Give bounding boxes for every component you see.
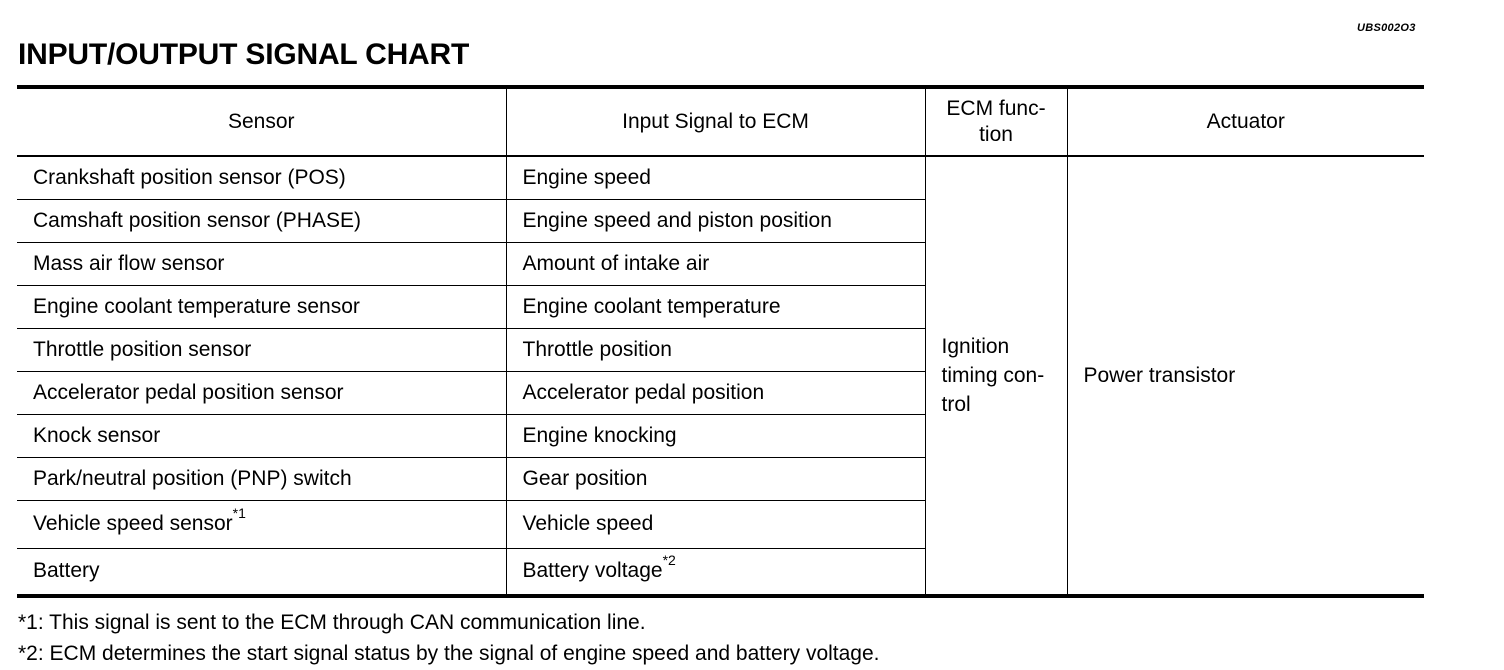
input-signal-cell: Amount of intake air xyxy=(506,242,925,285)
input-signal-cell: Gear position xyxy=(506,457,925,500)
ecm-function-cell: Ignition timing con- trol xyxy=(925,156,1067,596)
input-signal-text: Battery voltage xyxy=(522,559,663,583)
reference-code: UBS002O3 xyxy=(1357,22,1416,34)
input-signal-cell: Throttle position xyxy=(506,328,925,371)
header-actuator: Actuator xyxy=(1067,87,1424,156)
sensor-cell: Crankshaft position sensor (POS) xyxy=(17,156,506,199)
footnote-2: *2: ECM determines the start signal status by the signal of engine speed and battery voltage. xyxy=(18,642,880,665)
page-title: INPUT/OUTPUT SIGNAL CHART xyxy=(18,38,470,71)
sensor-cell: Mass air flow sensor xyxy=(17,242,506,285)
footnote-marker: *2 xyxy=(662,552,676,569)
sensor-cell: Knock sensor xyxy=(17,414,506,457)
sensor-cell: Accelerator pedal position sensor xyxy=(17,371,506,414)
header-input-signal: Input Signal to ECM xyxy=(506,87,925,156)
sensor-cell xyxy=(17,500,506,548)
header-sensor: Sensor xyxy=(227,110,295,133)
sensor-cell: Throttle position sensor xyxy=(17,328,506,371)
input-signal-cell: Engine coolant temperature xyxy=(506,285,925,328)
signal-chart-table xyxy=(17,85,1424,598)
sensor-text: Vehicle speed sensor xyxy=(33,512,233,535)
sensor-cell: Battery xyxy=(17,548,506,596)
input-signal-cell xyxy=(506,548,925,596)
footnote-1: *1: This signal is sent to the ECM through CAN communication line. xyxy=(18,611,646,634)
input-signal-cell: Engine knocking xyxy=(506,414,925,457)
sensor-cell: Park/neutral position (PNP) switch xyxy=(17,457,506,500)
actuator-cell: Power transistor xyxy=(1067,156,1424,596)
footnote-marker: *1 xyxy=(232,505,246,521)
table-row xyxy=(17,156,1424,199)
input-signal-cell: Accelerator pedal position xyxy=(506,371,925,414)
footnotes xyxy=(18,607,880,669)
table-header-row xyxy=(17,87,1424,156)
input-signal-cell: Vehicle speed xyxy=(506,500,925,548)
sensor-cell: Engine coolant temperature sensor xyxy=(17,285,506,328)
input-signal-cell: Engine speed xyxy=(506,156,925,199)
input-signal-cell: Engine speed and piston position xyxy=(506,199,925,242)
header-ecm-function: ECM func- tion xyxy=(925,87,1067,156)
sensor-cell: Camshaft position sensor (PHASE) xyxy=(17,199,506,242)
